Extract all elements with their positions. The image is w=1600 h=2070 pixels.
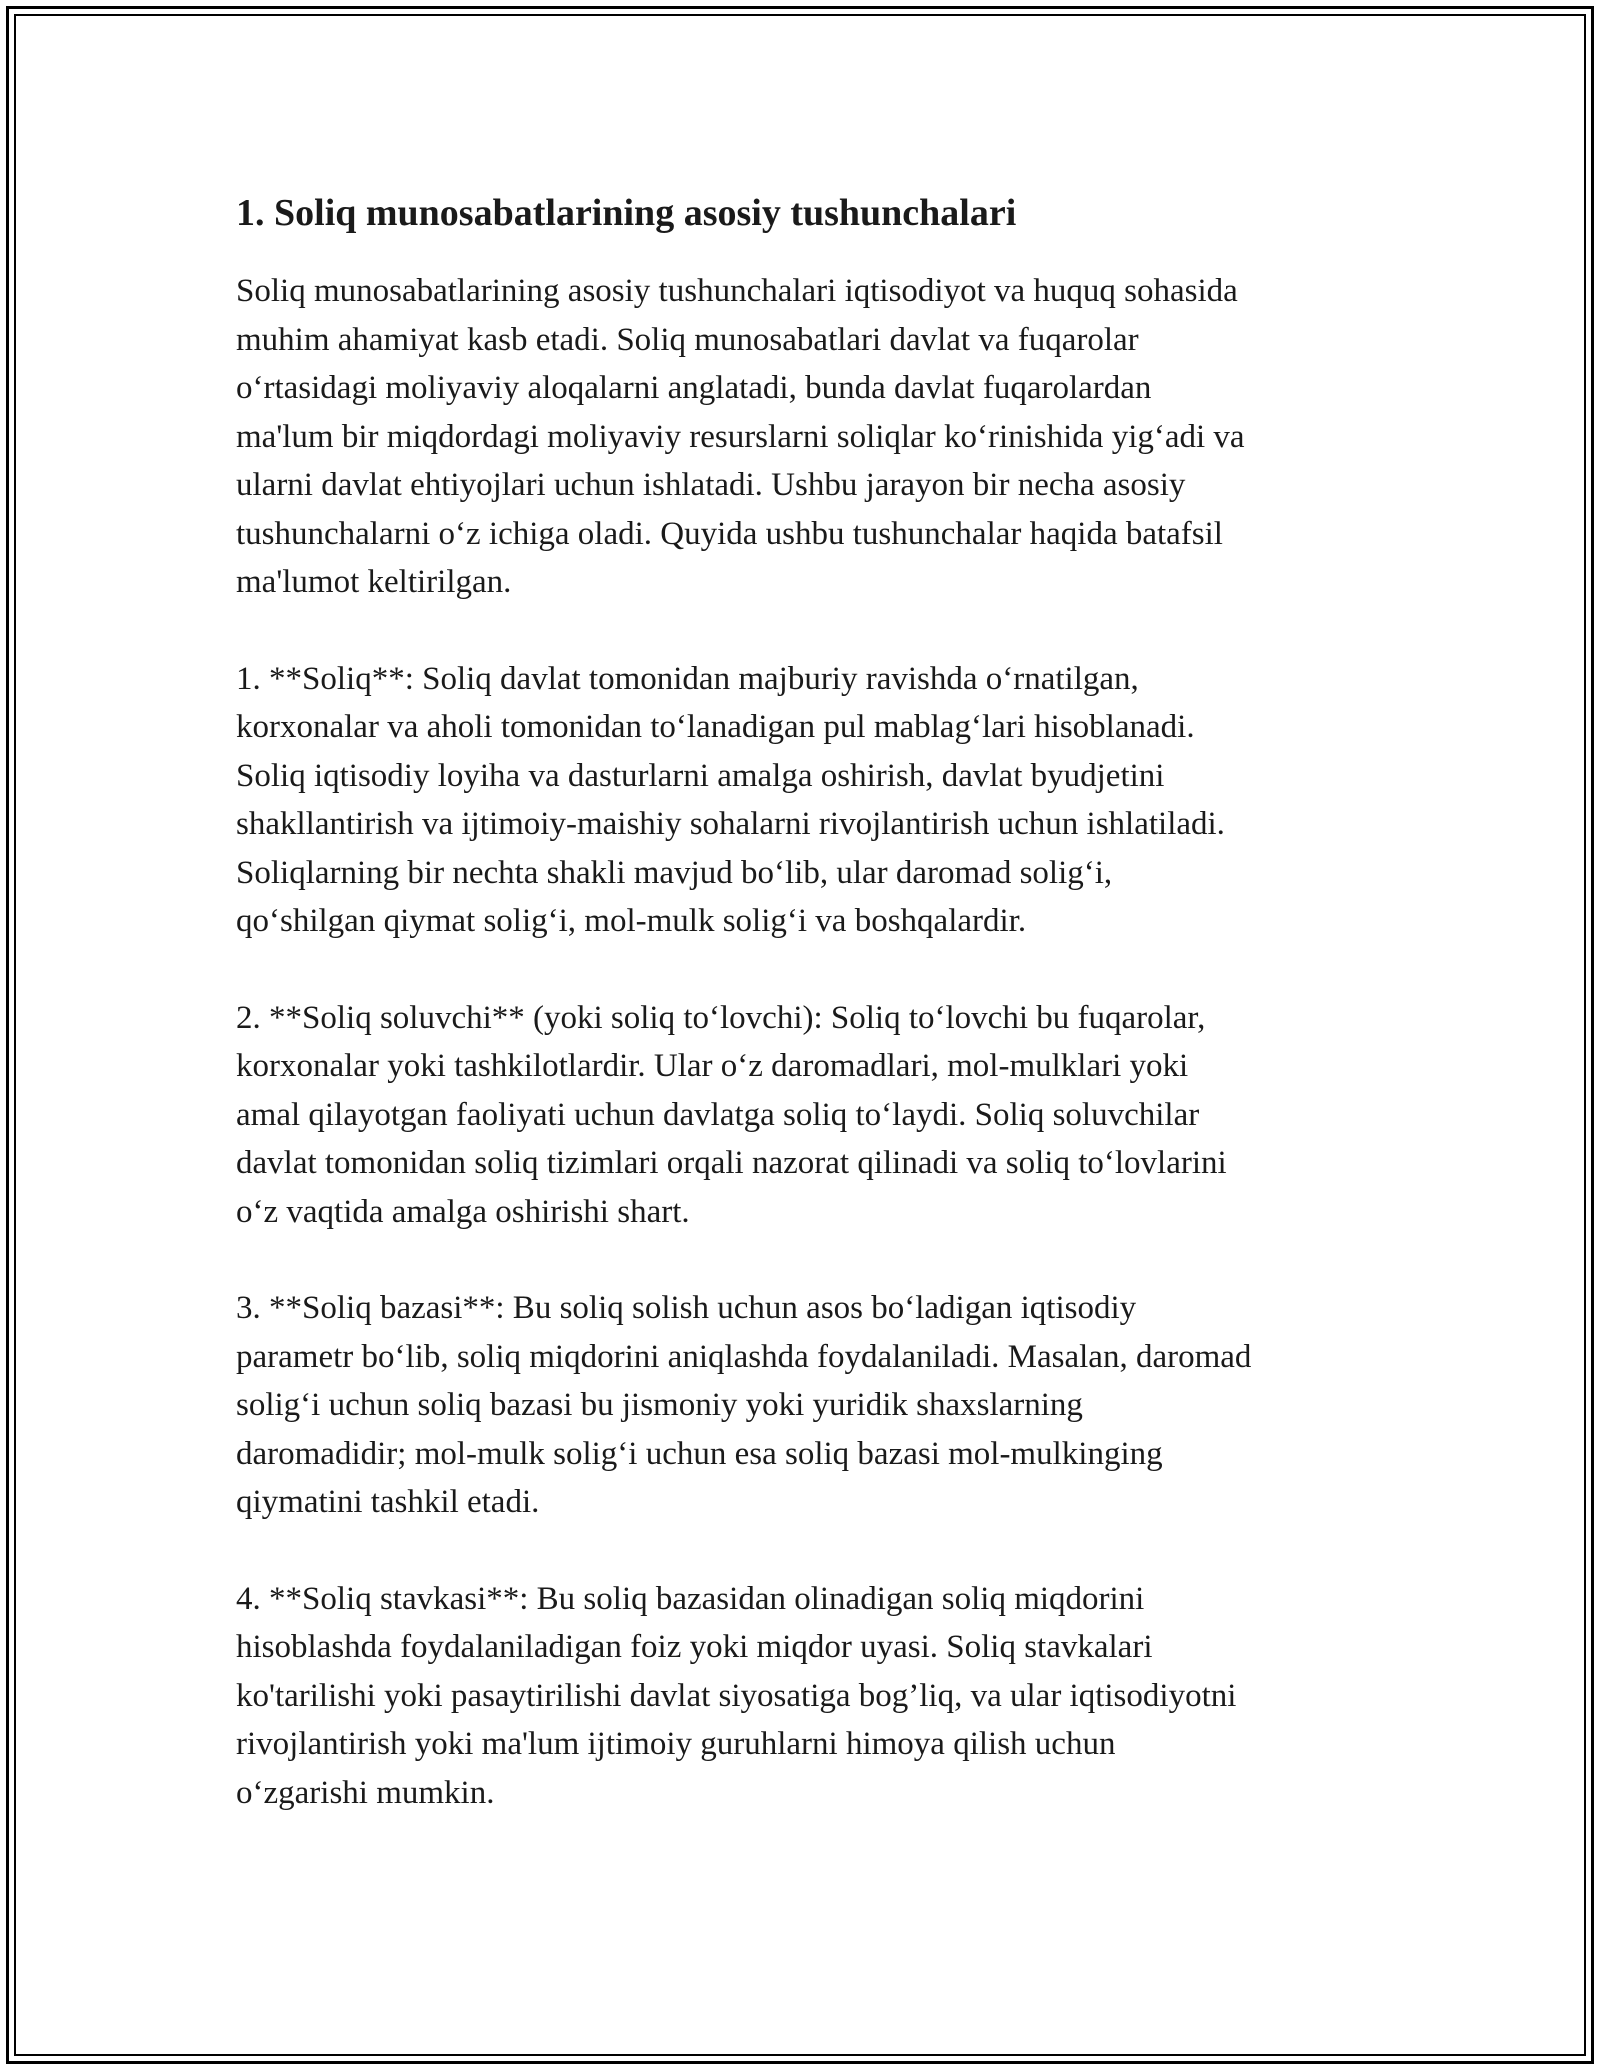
paragraph-line: solig‘i uchun soliq bazasi bu jismoniy yoki yuridik shaxslarning (236, 1387, 1083, 1423)
paragraph-line: korxonalar yoki tashkilotlardir. Ular o‘z daromadlari, mol-mulklari yoki (236, 1048, 1189, 1084)
document-body (236, 185, 1386, 1865)
paragraph-line: davlat tomonidan soliq tizimlari orqali nazorat qilinadi va soliq to‘lovlarini (236, 1145, 1227, 1181)
intro-paragraph (236, 267, 1386, 607)
paragraph-line: tushunchalarni o‘z ichiga oladi. Quyida ushbu tushunchalar haqida batafsil (236, 515, 1223, 552)
paragraph-line: qiymatini tashkil etadi. (236, 1484, 540, 1520)
paragraph-line: o‘rtasidagi moliyaviy aloqalarni anglatadi, bunda davlat fuqarolardan (236, 370, 1152, 406)
paragraph-line: muhim ahamiyat kasb etadi. Soliq munosabatlari davlat va fuqarolar (236, 321, 1139, 358)
paragraph-line: Soliqlarning bir nechta shakli mavjud bo‘lib, ular daromad solig‘i, (236, 854, 1113, 891)
paragraph-line: hisoblashda foydalaniladigan foiz yoki miqdor uyasi. Soliq stavkalari (236, 1629, 1153, 1665)
paragraph-line: amal qilayotgan faoliyati uchun davlatga soliq to‘laydi. Soliq soluvchilar (236, 1096, 1200, 1133)
paragraph-line: 1. **Soliq**: Soliq davlat tomonidan majburiy ravishda o‘rnatilgan, (236, 660, 1139, 697)
item-soliq-bazasi-paragraph (236, 1284, 1386, 1527)
paragraph-line: ma'lum bir miqdordagi moliyaviy resurslarni soliqlar ko‘rinishida yig‘adi va (236, 418, 1245, 455)
item-soliq-paragraph (236, 655, 1386, 946)
paragraph-line: Soliq munosabatlarining asosiy tushunchalari iqtisodiyot va huquq sohasida (236, 273, 1238, 309)
paragraph-line: 3. **Soliq bazasi**: Bu soliq solish uchun asos bo‘ladigan iqtisodiy (236, 1290, 1137, 1326)
paragraph-line: shakllantirish va ijtimoiy-maishiy sohalarni rivojlantirish uchun ishlatiladi. (236, 806, 1225, 842)
paragraph-line: parametr bo‘lib, soliq miqdorini aniqlashda foydalaniladi. Masalan, daromad (236, 1338, 1252, 1375)
item-soliq-soluvchi-paragraph (236, 994, 1386, 1237)
paragraph-line: rivojlantirish yoki ma'lum ijtimoiy guruhlarni himoya qilish uchun (236, 1726, 1116, 1762)
paragraph-line: korxonalar va aholi tomonidan to‘lanadigan pul mablag‘lari hisoblanadi. (236, 709, 1195, 745)
paragraph-line: Soliq iqtisodiy loyiha va dasturlarni amalga oshirish, davlat byudjetini (236, 757, 1165, 794)
paragraph-line: ularni davlat ehtiyojlari uchun ishlatadi. Ushbu jarayon bir necha asosiy (236, 467, 1186, 503)
paragraph-line: ko'tarilishi yoki pasaytirilishi davlat siyosatiga bog’liq, va ular iqtisodiyotni (236, 1677, 1237, 1714)
paragraph-line: o‘zgarishi mumkin. (236, 1774, 495, 1811)
paragraph-line: o‘z vaqtida amalga oshirishi shart. (236, 1193, 690, 1230)
section-heading: 1. Soliq munosabatlarining asosiy tushunchalari (236, 192, 1017, 234)
paragraph-line: ma'lumot keltirilgan. (236, 564, 512, 600)
item-soliq-stavkasi-paragraph (236, 1575, 1386, 1818)
paragraph-line: daromadidir; mol-mulk solig‘i uchun esa soliq bazasi mol-mulkinging (236, 1435, 1163, 1472)
paragraph-line: 2. **Soliq soluvchi** (yoki soliq to‘lovchi): Soliq to‘lovchi bu fuqarolar, (236, 999, 1206, 1036)
paragraph-line: 4. **Soliq stavkasi**: Bu soliq bazasidan olinadigan soliq miqdorini (236, 1580, 1145, 1617)
paragraph-line: qo‘shilgan qiymat solig‘i, mol-mulk solig‘i va boshqalardir. (236, 903, 1027, 939)
